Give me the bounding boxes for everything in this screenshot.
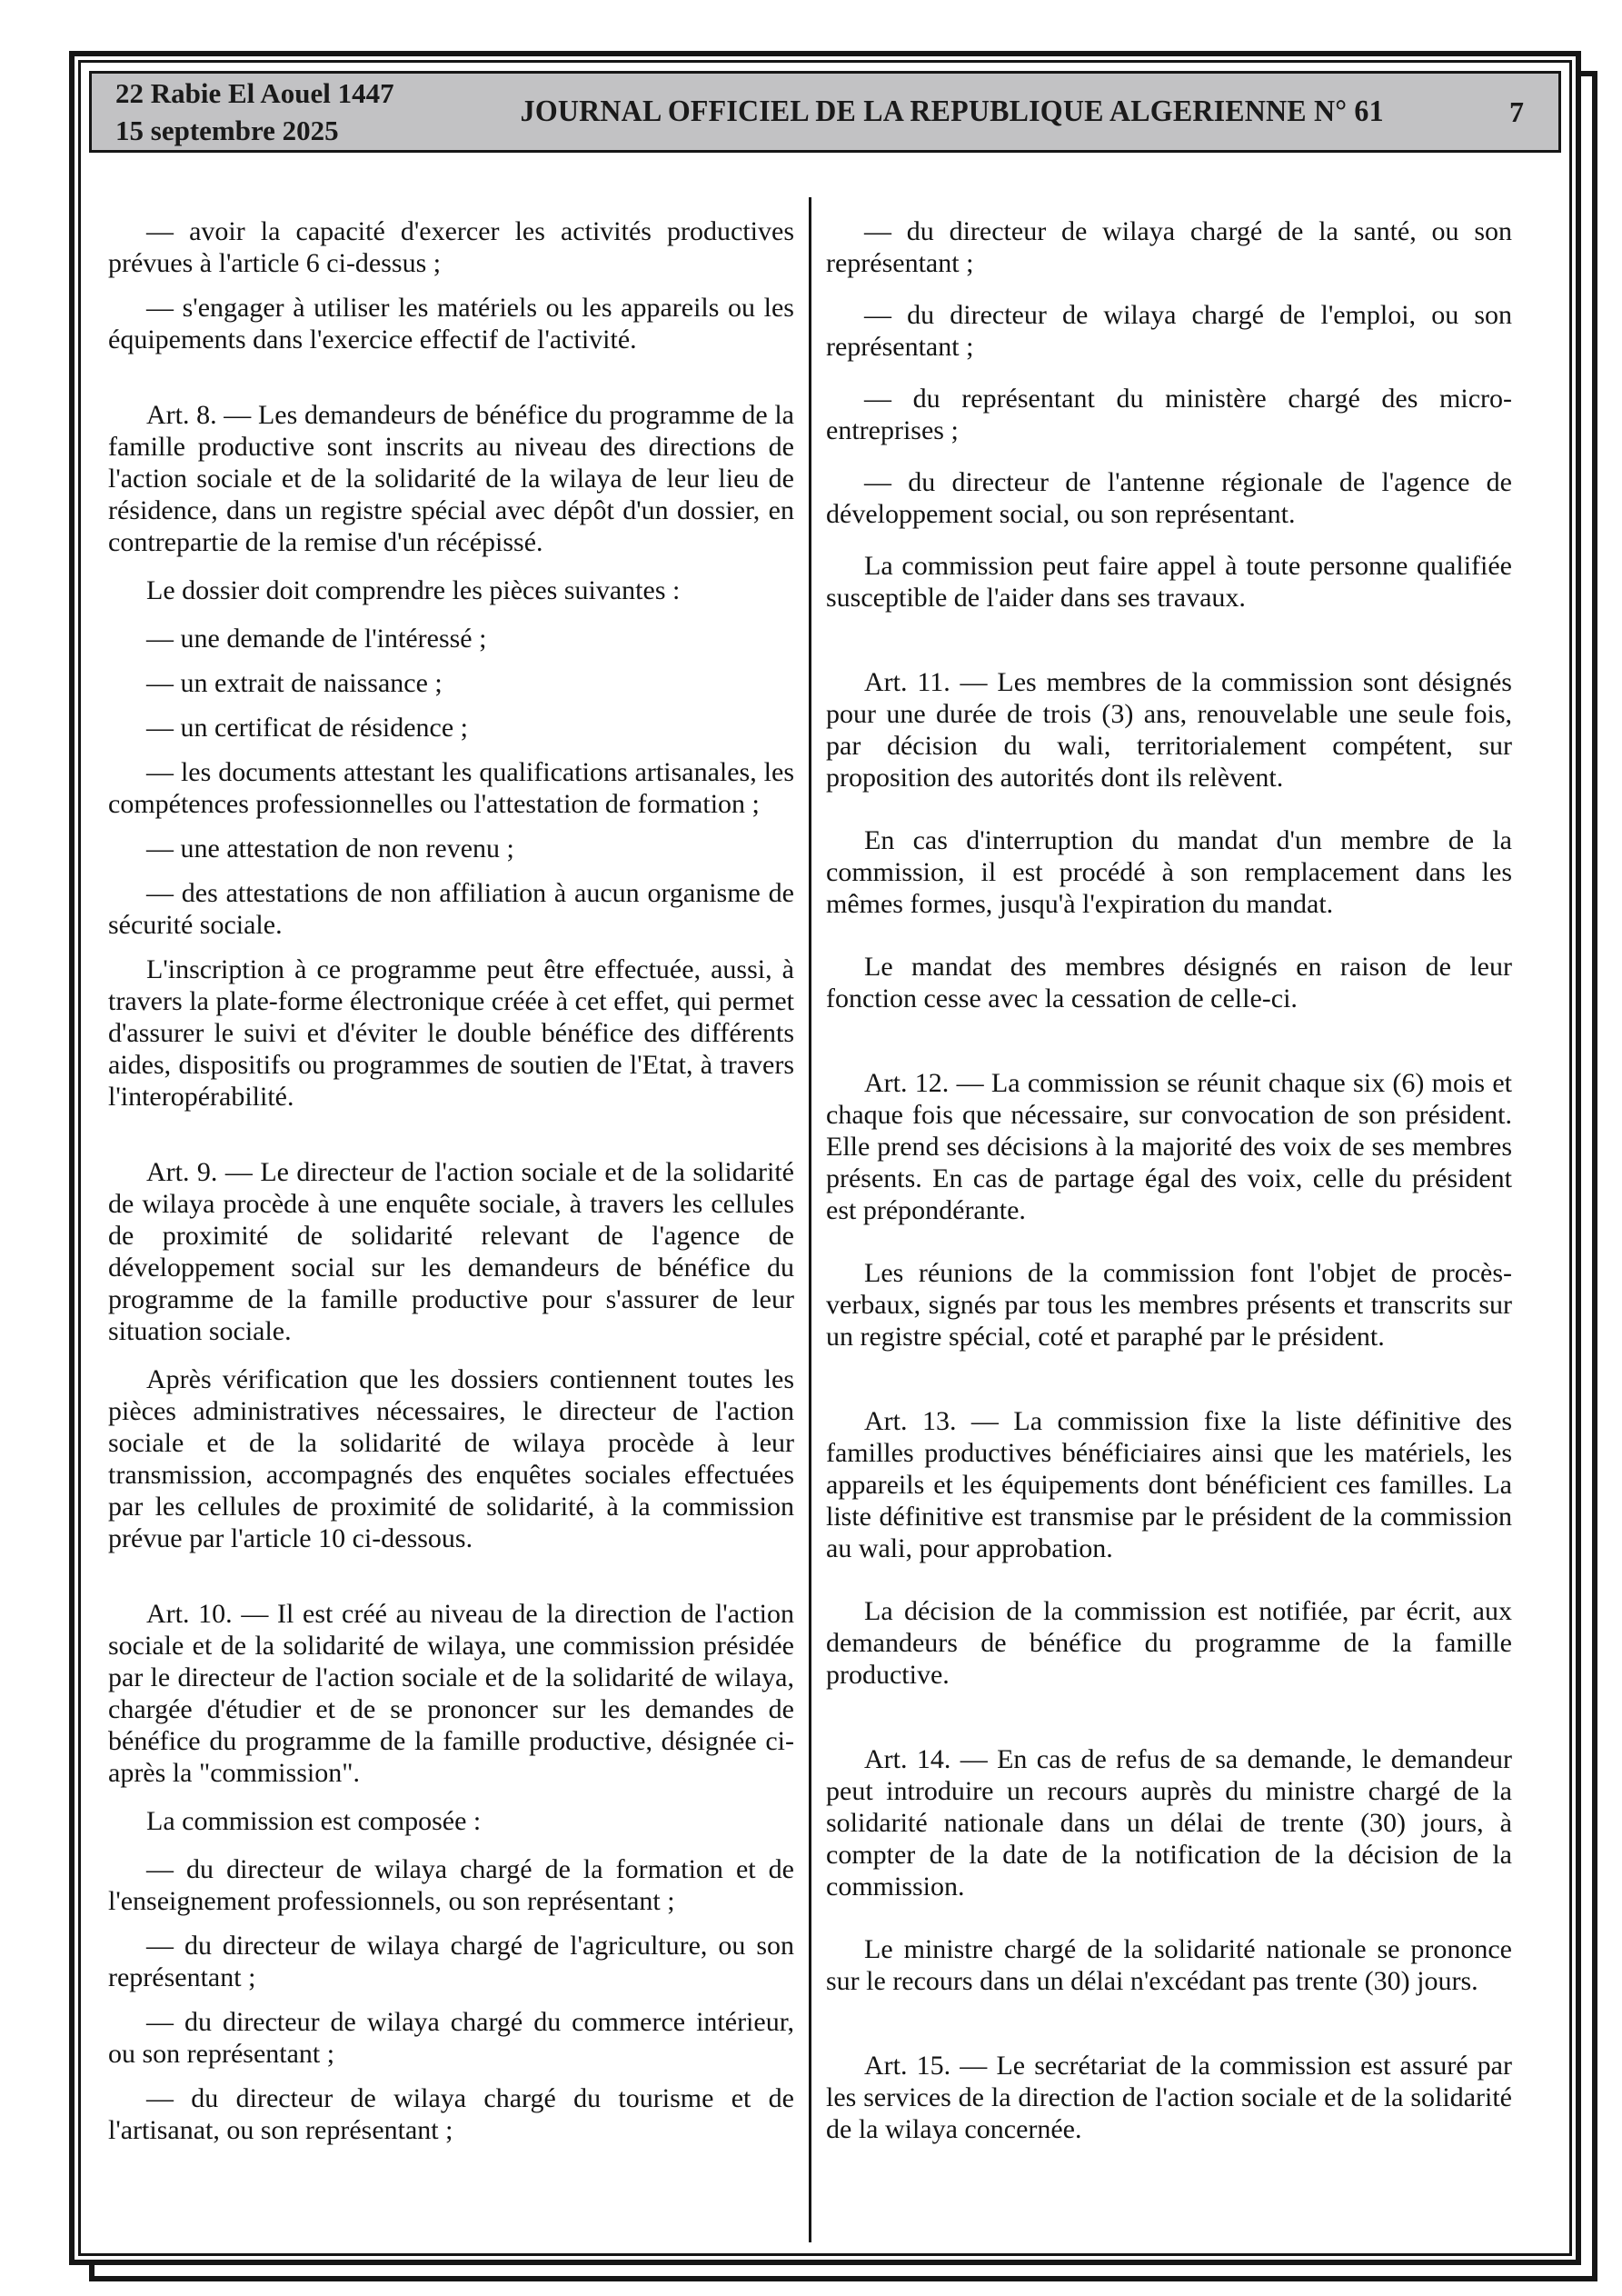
article-paragraph: Art. 10. — Il est créé au niveau de la direction de l'action sociale et de la solidarité de wilaya, une commission présidée par le directeur de l'action sociale et de la solidarité de wilaya, chargée d'étudier et de se prononcer sur les demandes de bénéfice du programme de la famille productive, désignée ci-après la "commission". bbox=[108, 1599, 794, 1788]
paragraph: Le ministre chargé de la solidarité nationale se prononce sur le recours dans un délai n'excédant pas trente (30) jours. bbox=[826, 1934, 1512, 1996]
list-item: — s'engager à utiliser les matériels ou les appareils ou les équipements dans l'exercice effectif de l'activité. bbox=[108, 293, 794, 354]
list-item: — des attestations de non affiliation à aucun organisme de sécurité sociale. bbox=[108, 878, 794, 940]
list-item: — du directeur de l'antenne régionale de l'agence de développement social, ou son représentant. bbox=[826, 467, 1512, 529]
list-item: — du directeur de wilaya chargé de la formation et de l'enseignement professionnels, ou son représentant ; bbox=[108, 1854, 794, 1916]
article-paragraph: Art. 11. — Les membres de la commission sont désignés pour une durée de trois (3) ans, renouvelable une seule fois, par décision du wali, territorialement compétent, sur proposition des autorités dont ils relèvent. bbox=[826, 667, 1512, 793]
list-item: — du directeur de wilaya chargé du commerce intérieur, ou son représentant ; bbox=[108, 2007, 794, 2069]
page-number: 7 bbox=[1509, 95, 1524, 128]
paragraph: L'inscription à ce programme peut être effectuée, aussi, à travers la plate-forme électronique créée à cet effet, qui permet d'assurer le suivi et d'éviter le double bénéfice des différents aides, dispositifs ou programmes de soutien de l'Etat, à travers l'interopérabilité. bbox=[108, 954, 794, 1112]
paragraph: La commission est composée : bbox=[146, 1806, 482, 1836]
article-paragraph: Art. 9. — Le directeur de l'action sociale et de la solidarité de wilaya procède à une enquête sociale, à travers les cellules de proximité de solidarité relevant de l'agence de développement social sur les demandeurs de bénéfice du programme de la famille productive pour s'assurer de leur situation sociale. bbox=[108, 1157, 794, 1346]
list-item: — du directeur de wilaya chargé de l'emploi, ou son représentant ; bbox=[826, 300, 1512, 362]
paragraph: La commission peut faire appel à toute personne qualifiée susceptible de l'aider dans ses travaux. bbox=[826, 551, 1512, 613]
list-item: — un certificat de résidence ; bbox=[146, 713, 468, 743]
article-paragraph: Art. 14. — En cas de refus de sa demande, le demandeur peut introduire un recours auprès du ministre chargé de la solidarité nationale dans un délai de trente (30) jours, à compter de la date de la notification de la décision de la commission. bbox=[826, 1744, 1512, 1902]
list-item: — du directeur de wilaya chargé de l'agriculture, ou son représentant ; bbox=[108, 1931, 794, 1992]
article-paragraph: Art. 15. — Le secrétariat de la commission est assuré par les services de la direction de l'action sociale et de la solidarité de la wilaya concernée. bbox=[826, 2051, 1512, 2144]
article-paragraph: Art. 12. — La commission se réunit chaque six (6) mois et chaque fois que nécessaire, sur convocation de son président. Elle prend ses décisions à la majorité des voix de ses membres présents. En cas de partage égal des voix, celle du président est prépondérante. bbox=[826, 1068, 1512, 1225]
left-column bbox=[108, 197, 794, 2242]
article-paragraph: Art. 13. — La commission fixe la liste définitive des familles productives bénéficiaires ainsi que les matériels, les appareils et les équipements dont bénéficient ces familles. La liste définitive est transmise par le président de la commission au wali, pour approbation. bbox=[826, 1406, 1512, 1563]
content-area bbox=[108, 197, 1546, 2242]
header-dates bbox=[92, 75, 394, 149]
list-item: — une attestation de non revenu ; bbox=[146, 834, 514, 863]
paragraph: En cas d'interruption du mandat d'un membre de la commission, il est procédé à son remplacement dans les mêmes formes, jusqu'à l'expiration du mandat. bbox=[826, 825, 1512, 919]
date-hijri: 22 Rabie El Aouel 1447 bbox=[115, 77, 394, 109]
list-item: — du représentant du ministère chargé des micro-entreprises ; bbox=[826, 384, 1512, 445]
paragraph: Le dossier doit comprendre les pièces suivantes : bbox=[146, 575, 681, 605]
list-item: — les documents attestant les qualifications artisanales, les compétences professionnelles ou l'attestation de formation ; bbox=[108, 757, 794, 819]
paragraph: Le mandat des membres désignés en raison de leur fonction cesse avec la cessation de celle-ci. bbox=[826, 952, 1512, 1013]
right-column bbox=[826, 197, 1512, 2242]
paragraph: La décision de la commission est notifiée, par écrit, aux demandeurs de bénéfice du programme de la famille productive. bbox=[826, 1596, 1512, 1690]
list-item: — avoir la capacité d'exercer les activités productives prévues à l'article 6 ci-dessus ; bbox=[108, 216, 794, 278]
page-frame bbox=[69, 51, 1581, 2265]
date-gregorian: 15 septembre 2025 bbox=[115, 115, 339, 146]
paragraph: Les réunions de la commission font l'objet de procès-verbaux, signés par tous les membres présents et transcrits sur un registre spécial, coté et paraphé par le président. bbox=[826, 1258, 1512, 1352]
journal-header bbox=[89, 71, 1561, 153]
list-item: — une demande de l'intéressé ; bbox=[146, 624, 487, 654]
list-item: — du directeur de wilaya chargé du tourisme et de l'artisanat, ou son représentant ; bbox=[108, 2083, 794, 2145]
list-item: — un extrait de naissance ; bbox=[146, 668, 443, 698]
column-divider bbox=[809, 197, 811, 2242]
article-paragraph: Art. 8. — Les demandeurs de bénéfice du programme de la famille productive sont inscrits au niveau des directions de l'action sociale et de la solidarité de la wilaya de leur lieu de résidence, dans un registre spécial avec dépôt d'un dossier, en contrepartie de la remise d'un récépissé. bbox=[108, 400, 794, 557]
page-inner-frame bbox=[78, 60, 1572, 2256]
paragraph: Après vérification que les dossiers contiennent toutes les pièces administratives nécessaires, le directeur de l'action sociale et de la solidarité de wilaya procède à leur transmission, accompagnés des enquêtes sociales effectuées par les cellules de proximité de solidarité, à la commission prévue par l'article 10 ci-dessous. bbox=[108, 1364, 794, 1553]
journal-title: JOURNAL OFFICIEL DE LA REPUBLIQUE ALGERIENNE N° 61 bbox=[520, 95, 1384, 128]
list-item: — du directeur de wilaya chargé de la santé, ou son représentant ; bbox=[826, 216, 1512, 278]
